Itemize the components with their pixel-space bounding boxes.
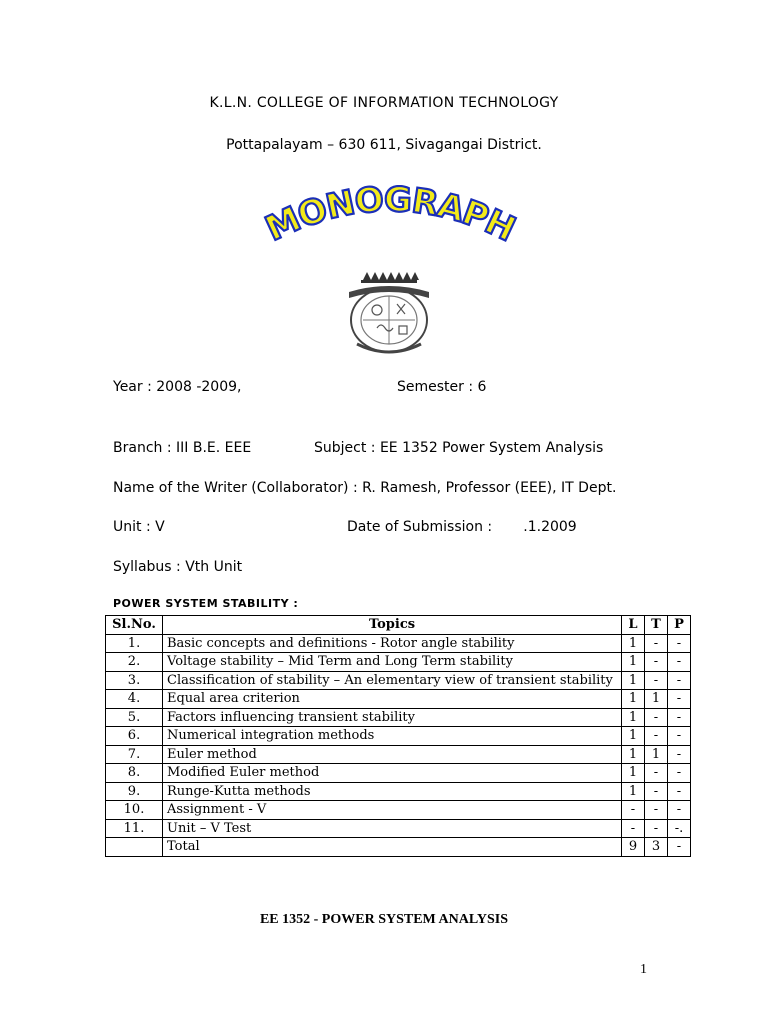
cell-l: 1	[622, 745, 645, 764]
table-row	[106, 708, 691, 727]
cell-slno: 1.	[106, 634, 163, 653]
cell-slno	[106, 838, 163, 857]
college-name: K.L.N. COLLEGE OF INFORMATION TECHNOLOGY	[209, 95, 559, 111]
cell-l: 1	[622, 782, 645, 801]
cell-t: -	[645, 764, 668, 783]
cell-t: -	[645, 801, 668, 820]
cell-l: 1	[622, 634, 645, 653]
cell-topic: Total	[163, 838, 622, 857]
cell-l: 1	[622, 727, 645, 746]
header-t: T	[645, 616, 668, 635]
unit-field: Unit : V	[113, 519, 165, 535]
cell-p: -	[668, 727, 691, 746]
cell-topic: Classification of stability – An elementary view of transient stability	[163, 671, 622, 690]
cell-p: -	[668, 671, 691, 690]
cell-topic: Euler method	[163, 745, 622, 764]
cell-t: -	[645, 653, 668, 672]
cell-p: -.	[668, 819, 691, 838]
header-l: L	[622, 616, 645, 635]
cell-l: 1	[622, 708, 645, 727]
cell-p: -	[668, 745, 691, 764]
cell-topic: Assignment - V	[163, 801, 622, 820]
cell-t: -	[645, 782, 668, 801]
cell-l: 1	[622, 671, 645, 690]
cell-l: 1	[622, 764, 645, 783]
footer-title: EE 1352 - POWER SYSTEM ANALYSIS	[259, 912, 509, 927]
table-row	[106, 819, 691, 838]
cell-t: -	[645, 671, 668, 690]
cell-topic: Modified Euler method	[163, 764, 622, 783]
cell-t: 1	[645, 690, 668, 709]
subject-field: Subject : EE 1352 Power System Analysis	[314, 440, 604, 456]
table-row	[106, 671, 691, 690]
cell-l: 1	[622, 690, 645, 709]
cell-slno: 11.	[106, 819, 163, 838]
cell-p: -	[668, 764, 691, 783]
cell-slno: 2.	[106, 653, 163, 672]
table-row	[106, 690, 691, 709]
cell-p: -	[668, 634, 691, 653]
cell-slno: 8.	[106, 764, 163, 783]
college-address: Pottapalayam – 630 611, Sivagangai District.	[226, 137, 542, 153]
syllabus-field: Syllabus : Vth Unit	[113, 559, 243, 575]
cell-topic: Basic concepts and definitions - Rotor angle stability	[163, 634, 622, 653]
cell-topic: Factors influencing transient stability	[163, 708, 622, 727]
header-p: P	[668, 616, 691, 635]
monograph-banner	[255, 185, 525, 255]
cell-topic: Equal area criterion	[163, 690, 622, 709]
cell-p: -	[668, 690, 691, 709]
table-row	[106, 782, 691, 801]
page-number: 1	[640, 962, 647, 977]
table-row	[106, 801, 691, 820]
cell-t: -	[645, 708, 668, 727]
syllabus-table	[105, 615, 691, 857]
table-row	[106, 838, 691, 857]
cell-p: -	[668, 838, 691, 857]
cell-slno: 3.	[106, 671, 163, 690]
table-row	[106, 745, 691, 764]
monograph-wordart: MONOGRAPH	[259, 185, 521, 250]
cell-slno: 10.	[106, 801, 163, 820]
cell-t: 3	[645, 838, 668, 857]
table-header-row	[106, 616, 691, 635]
cell-p: -	[668, 708, 691, 727]
submission-date-field: Date of Submission : .1.2009	[347, 519, 577, 535]
header-topics: Topics	[163, 616, 622, 635]
cell-t: -	[645, 727, 668, 746]
cell-t: -	[645, 634, 668, 653]
cell-slno: 9.	[106, 782, 163, 801]
cell-l: -	[622, 801, 645, 820]
cell-p: -	[668, 801, 691, 820]
cell-t: 1	[645, 745, 668, 764]
cell-slno: 6.	[106, 727, 163, 746]
table-row	[106, 634, 691, 653]
cell-l: 1	[622, 653, 645, 672]
college-logo	[343, 268, 435, 356]
cell-l: 9	[622, 838, 645, 857]
cell-topic: Numerical integration methods	[163, 727, 622, 746]
cell-topic: Unit – V Test	[163, 819, 622, 838]
cell-slno: 4.	[106, 690, 163, 709]
cell-slno: 7.	[106, 745, 163, 764]
cell-topic: Runge-Kutta methods	[163, 782, 622, 801]
table-row	[106, 653, 691, 672]
table-row	[106, 764, 691, 783]
section-heading: POWER SYSTEM STABILITY :	[113, 597, 299, 610]
branch-field: Branch : III B.E. EEE	[113, 440, 252, 456]
cell-l: -	[622, 819, 645, 838]
cell-t: -	[645, 819, 668, 838]
semester-field: Semester : 6	[397, 379, 487, 395]
cell-slno: 5.	[106, 708, 163, 727]
cell-p: -	[668, 782, 691, 801]
cell-topic: Voltage stability – Mid Term and Long Term stability	[163, 653, 622, 672]
table-row	[106, 727, 691, 746]
writer-field: Name of the Writer (Collaborator) : R. Ramesh, Professor (EEE), IT Dept.	[113, 480, 617, 496]
year-field: Year : 2008 -2009,	[113, 379, 242, 395]
cell-p: -	[668, 653, 691, 672]
header-slno: Sl.No.	[106, 616, 163, 635]
